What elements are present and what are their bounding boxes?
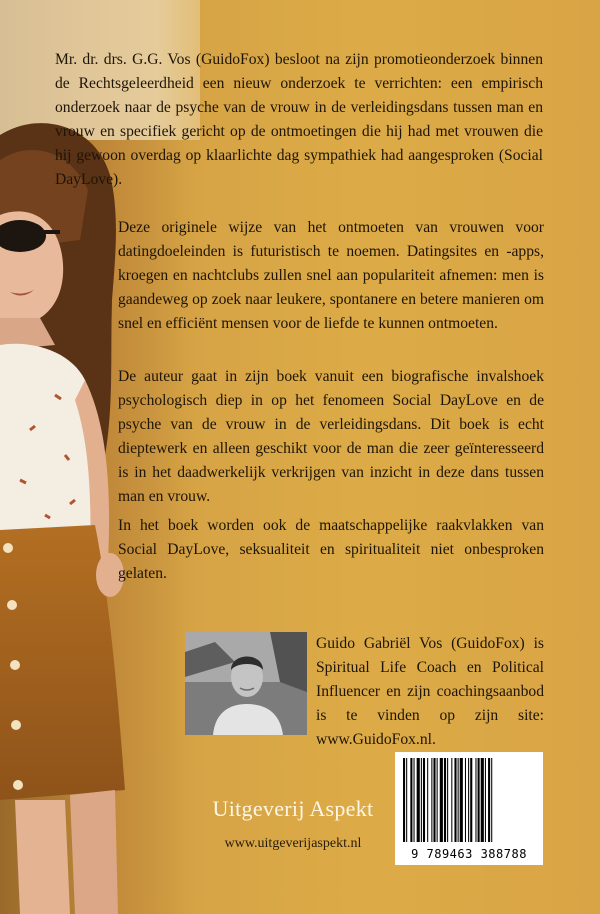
author-bio: Guido Gabriël Vos (GuidoFox) is Spiritual Life Coach en Political Influencer en zijn coachingsaanbod is te vinden op zijn site: www.GuidoFox.nl. bbox=[316, 635, 544, 748]
intro-paragraph: Mr. dr. drs. G.G. Vos (GuidoFox) besloot na zijn promotieonderzoek binnen de Rechtsgeleerdheid een nieuw onderzoek te verrichten: een empirisch onderzoek naar de psyche van de vrouw in de verleidingsdans tussen man en vrouw en specifiek gericht op de ontmoetingen die hij had met vrouwen die hij gewoon overdag op klaarlichte dag sympathiek had aangesproken (Social DayLove). bbox=[55, 51, 543, 188]
body-paragraph-4: In het boek worden ook de maatschappelijke raakvlakken van Social DayLove, seksualiteit en spiritualiteit niet onbesproken gelaten. bbox=[118, 517, 544, 582]
author-photo bbox=[185, 632, 307, 735]
body-paragraph-3: De auteur gaat in zijn boek vanuit een biografische invalshoek psychologisch diep in op het fenomeen Social DayLove en de psyche van de vrouw in de verleidingsdans. Dit boek is echt dieptewerk en alleen geschikt voor de man die zeer geïnteresseerd is in het daadwerkelijk verkrijgen van inzicht in deze dans tussen man en vrouw. bbox=[118, 368, 544, 505]
barcode-bars bbox=[395, 752, 543, 848]
isbn-barcode bbox=[395, 752, 543, 865]
publisher-website: www.uitgeverijaspekt.nl bbox=[224, 836, 362, 851]
body-paragraph-2: Deze originele wijze van het ontmoeten van vrouwen voor datingdoeleinden is futuristisch te noemen. Datingsites en -apps, kroegen en nachtclubs zullen snel aan populariteit afnemen: men is gaandeweg op zoek naar leukere, spontanere en betere manieren om snel en efficiënt mensen voor de liefde te kunnen ontmoeten. bbox=[118, 219, 544, 332]
publisher-name: Uitgeverij Aspekt bbox=[212, 796, 374, 821]
isbn-number: 9 789463 388788 bbox=[411, 847, 527, 861]
